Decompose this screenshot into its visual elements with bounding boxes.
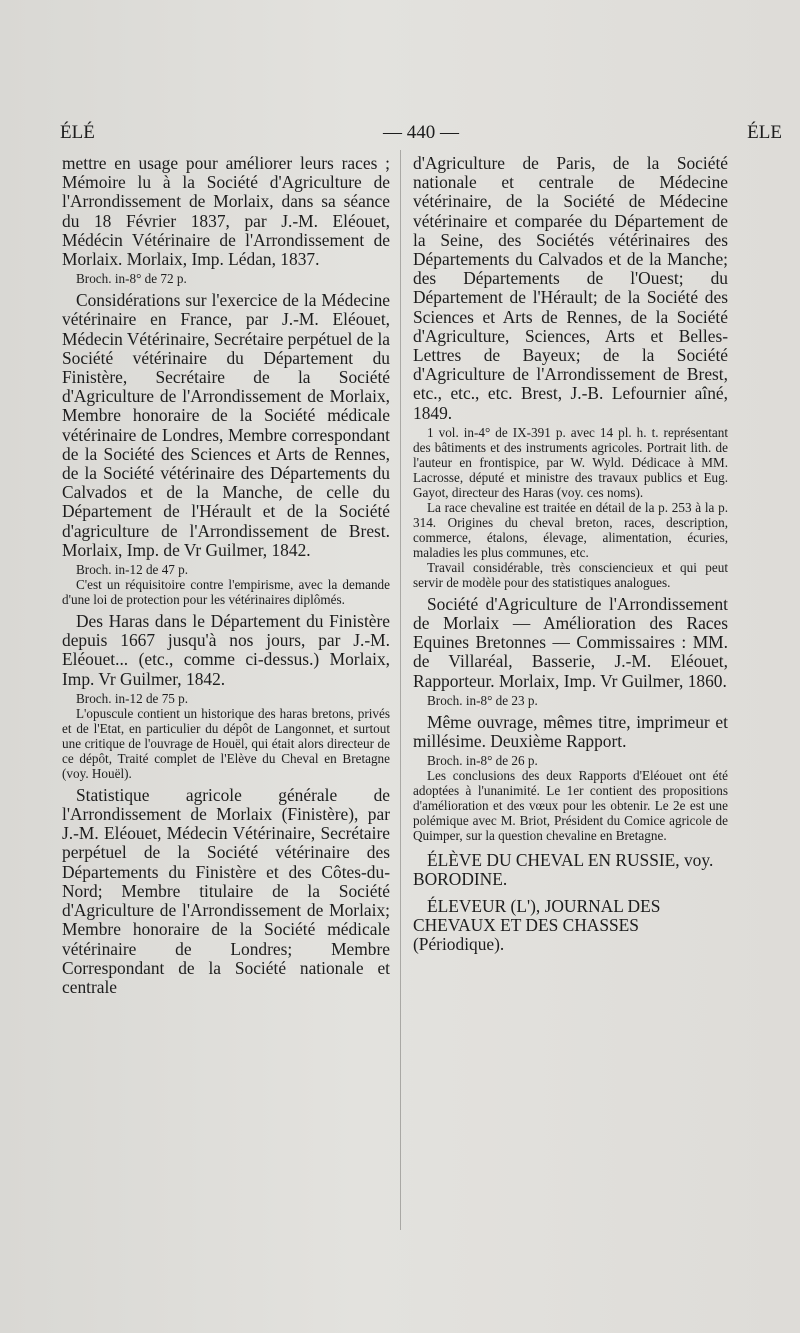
bibliography-entry: d'Agriculture de Paris, de la Société nationale et centrale de Médecine vétérinaire, de la Société de Médecine vétérinaire et comparée du Département de la Seine, des Sociétés vétérinaires des Départements du Calvados et de la Manche; des Départements de l'Ouest; du Département de l'Hérault; de la Société des Sciences et Arts de Rennes, de la Société d'Agriculture, Sciences, Arts et Belles-Lettres de Bayeux; de la Société d'Agriculture de l'Arrondissement de Brest, etc., etc., etc. Brest, J.-B. Lefournier aîné, 1849. xyxy=(413,153,728,423)
bibliography-entry: Considérations sur l'exercice de la Médecine vétérinaire en France, par J.-M. Eléouet, Médecin Vétérinaire, Secrétaire perpétuel de la Société vétérinaire du Département du Finistère, Secrétaire de la Société d'Agriculture de l'Arrondissement de Morlaix, Membre honoraire de la Société médicale vétérinaire de Londres, Membre correspondant de la Société des Sciences et Arts de Rennes, de la Société vétérinaire des Départements du Calvados et de la Manche, de celle du Département de l'Hérault et de la Société d'agriculture de l'Arrondissement de Brest. Morlaix, Imp. de Vr Guilmer, 1842. xyxy=(62,290,390,560)
entry-note: Les conclusions des deux Rapports d'Eléouet ont été adoptées à l'unanimité. Le 1er contient des propositions d'amélioration et des vœux pour les obtenir. Le 2e est une polémique avec M. Briot, Président du Comice agricole de Quimper, sur la question chevaline en Bretagne. xyxy=(413,768,728,844)
entry-note: C'est un réquisitoire contre l'empirisme, avec la demande d'une loi de protection pour les vétérinaires diplômés. xyxy=(62,577,390,608)
entry-note: L'opuscule contient un historique des haras bretons, privés et de l'Etat, en particulier du dépôt de Langonnet, et surtout une critique de l'ouvrage de Houël, qui était alors directeur de ce dépôt, Traité complet de l'Elève du Cheval en Bretagne (voy. Houël). xyxy=(62,705,390,781)
bibliography-entry: Statistique agricole générale de l'Arrondissement de Morlaix (Finistère), par J.-M. Eléouet, Médecin Vétérinaire, Secrétaire perpétuel de la Société vétérinaire des Départements du Finistère et des Côtes-du-Nord; Membre titulaire de la Société d'Agriculture de l'Arrondissement de Morlaix; Membre honoraire de la Société médicale vétérinaire de Londres; Membre Correspondant de la Société nationale et centrale xyxy=(62,784,390,997)
bibliography-entry: Des Haras dans le Département du Finistère depuis 1667 jusqu'à nos jours, par J.-M. Eléouet... (etc., comme ci-dessus.) Morlaix, Imp. Vr Guilmer, 1842. xyxy=(62,611,390,689)
entry-note: Broch. in-12 de 75 p. xyxy=(76,690,189,706)
headword-entry: ÉLEVEUR (L'), JOURNAL DES CHEVAUX ET DES CHASSES (Périodique). xyxy=(413,895,661,955)
header-right-keyword: ÉLE xyxy=(747,122,782,143)
entry-note: 1 vol. in-4° de IX-391 p. avec 14 pl. h. t. représentant des bâtiments et des instruments agricoles. Portrait lith. de l'auteur en frontispice, par W. Wyld. Dédicace à MM. Lacrosse, député et ministre des travaux publics et Eug. Gayot, directeur des Haras (voy. ces noms). xyxy=(413,424,728,500)
right-column xyxy=(413,154,728,954)
entry-note: La race chevaline est traitée en détail de la p. 253 à la p. 314. Origines du cheval breton, races, description, commerce, étalons, élevage, alimentation, écuries, maladies les plus communes, etc. xyxy=(413,499,728,560)
entry-note: Broch. in-8° de 72 p. xyxy=(76,271,187,287)
bibliography-entry: Même ouvrage, mêmes titre, imprimeur et millésime. Deuxième Rapport. xyxy=(413,711,728,752)
entry-note: Broch. in-8° de 26 p. xyxy=(427,753,538,769)
entry-note: Travail considérable, très consciencieux et qui peut servir de modèle pour des statistiques analogues. xyxy=(413,559,728,590)
entry-note: Broch. in-8° de 23 p. xyxy=(427,692,538,708)
headword-entry: ÉLÈVE DU CHEVAL EN RUSSIE, voy. BORODINE. xyxy=(413,850,714,890)
header-left-keyword: ÉLÉ xyxy=(60,122,95,143)
left-column xyxy=(62,154,390,997)
column-divider xyxy=(400,150,401,1230)
entry-note: Broch. in-12 de 47 p. xyxy=(76,562,189,578)
bibliography-entry: Société d'Agriculture de l'Arrondissement de Morlaix — Amélioration des Races Equines Bretonnes — Commissaires : MM. de Villaréal, Basserie, J.-M. Eléouet, Rapporteur. Morlaix, Imp. Vr Guilmer, 1860. xyxy=(413,593,728,691)
bibliography-entry: mettre en usage pour améliorer leurs races ; Mémoire lu à la Société d'Agriculture de l'Arrondissement de Morlaix, dans sa séance du 18 Février 1837, par J.-M. Eléouet, Médécin Vétérinaire de l'Arrondissement de Morlaix. Morlaix, Imp. Lédan, 1837. xyxy=(62,153,390,270)
page-number: — 440 — xyxy=(383,122,459,143)
running-header xyxy=(60,122,782,150)
